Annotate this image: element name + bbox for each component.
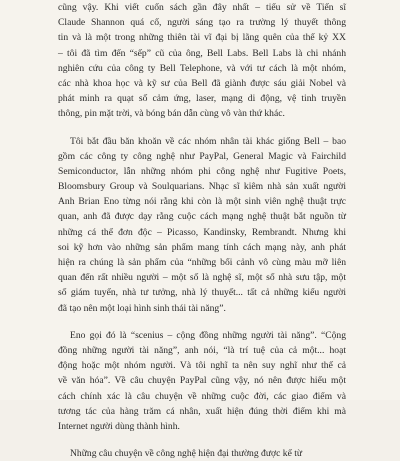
body-text: [58, 0, 346, 461]
paragraph: [58, 134, 346, 316]
paragraph-gap: [58, 122, 346, 134]
text-line: gồm các công ty công nghệ như PayPal, General Magic và Fairchild: [58, 150, 346, 162]
text-line: quan đến rất nhiều người – một số là nghệ sĩ, một số nhà sưu tập, một: [58, 272, 346, 284]
text-line: Những câu chuyện về công nghệ hiện đại thường được kể từ: [70, 448, 303, 460]
text-line: cách chính xác là câu chuyện về những cuộc đời, các giao điểm và: [58, 390, 346, 402]
text-line: quan, anh đã được dạy rằng cuộc cách mạng nghệ thuật bắt nguồn từ: [58, 211, 346, 223]
text-line: Anh Brian Eno từng nói rằng khi còn là một sinh viên nghệ thuật trực: [58, 196, 346, 208]
text-line: tương tác của hàng trăm cá nhân, xuất hiện đúng thời điểm khi mà: [58, 405, 346, 417]
text-line: động hoặc một nhóm người. Và tôi nghĩ ta nên suy nghĩ như thế cả: [58, 360, 346, 372]
text-line: Semiconductor, lẫn những nhóm phi công nghệ như Fugitive Poets,: [58, 165, 346, 177]
text-line: cũng vậy. Khi viết cuốn sách gần đây nhất – tiểu sử về Tiến sĩ: [58, 2, 346, 13]
text-line: những cá thể đơn độc – Picasso, Kandinsky, Rembrandt. Nhưng khi: [58, 226, 346, 238]
paragraph-gap: [58, 434, 346, 446]
text-line: Tôi bắt đầu băn khoăn về các nhóm nhân tài khác giống Bell – bao: [70, 135, 346, 147]
text-line: soi kỹ hơn vào những sản phẩm mang tính cách mạng này, anh phát: [58, 241, 346, 253]
text-line: về văn hóa”. Về câu chuyện PayPal cũng vậy, nó nên được hiểu một: [58, 375, 346, 387]
text-line: hiện ra chúng là sản phẩm của “những bối cảnh vô cùng màu mỡ liên: [58, 257, 346, 268]
paragraph: [58, 328, 346, 434]
text-line: Internet người dùng thành hình.: [58, 420, 180, 432]
text-line: các nhà khoa học và kỹ sư của Bell đã giành được sáu giải Nobel và: [58, 77, 346, 89]
text-line: đồng những người tài năng”, anh nói, “là trí tuệ của cả một... hoạt: [58, 344, 346, 356]
paragraph: [58, 446, 346, 461]
text-line: Claude Shannon quá cố, người sáng tạo ra trường lý thuyết thông: [58, 17, 346, 29]
text-line: Bloomsbury Group và Soulquarians. Nhạc sĩ kiêm nhà sản xuất người: [58, 181, 346, 193]
text-line: đã tạo nên một loại hình sinh thái tài năng”.: [58, 302, 226, 314]
text-line: số giám tuyển, nhà tư tưởng, nhà lý thuyết... tất cả những kiểu người: [58, 287, 346, 299]
text-line: Eno gọi đó là “scenius – cộng đồng những người tài năng”. “Cộng: [70, 329, 346, 341]
text-line: thông, pin mặt trời, và bóng bán dẫn cùng vô vàn thứ khác.: [58, 108, 285, 120]
paragraph: [58, 0, 346, 122]
text-line: tin và là một trong những thiên tài vĩ đại bị lãng quên của thế kỷ XX: [58, 32, 346, 44]
text-line: nghiên cứu của công ty Bell Telephone, và với tư cách là một nhóm,: [58, 62, 346, 74]
text-line: phát minh ra quạt số cảm ứng, laser, mạng di động, vệ tinh truyền: [58, 93, 346, 105]
text-line: – tôi đã tìm đến “sếp” cũ của ông, Bell Labs. Bell Labs là chi nhánh: [58, 47, 346, 59]
paragraph-gap: [58, 316, 346, 328]
